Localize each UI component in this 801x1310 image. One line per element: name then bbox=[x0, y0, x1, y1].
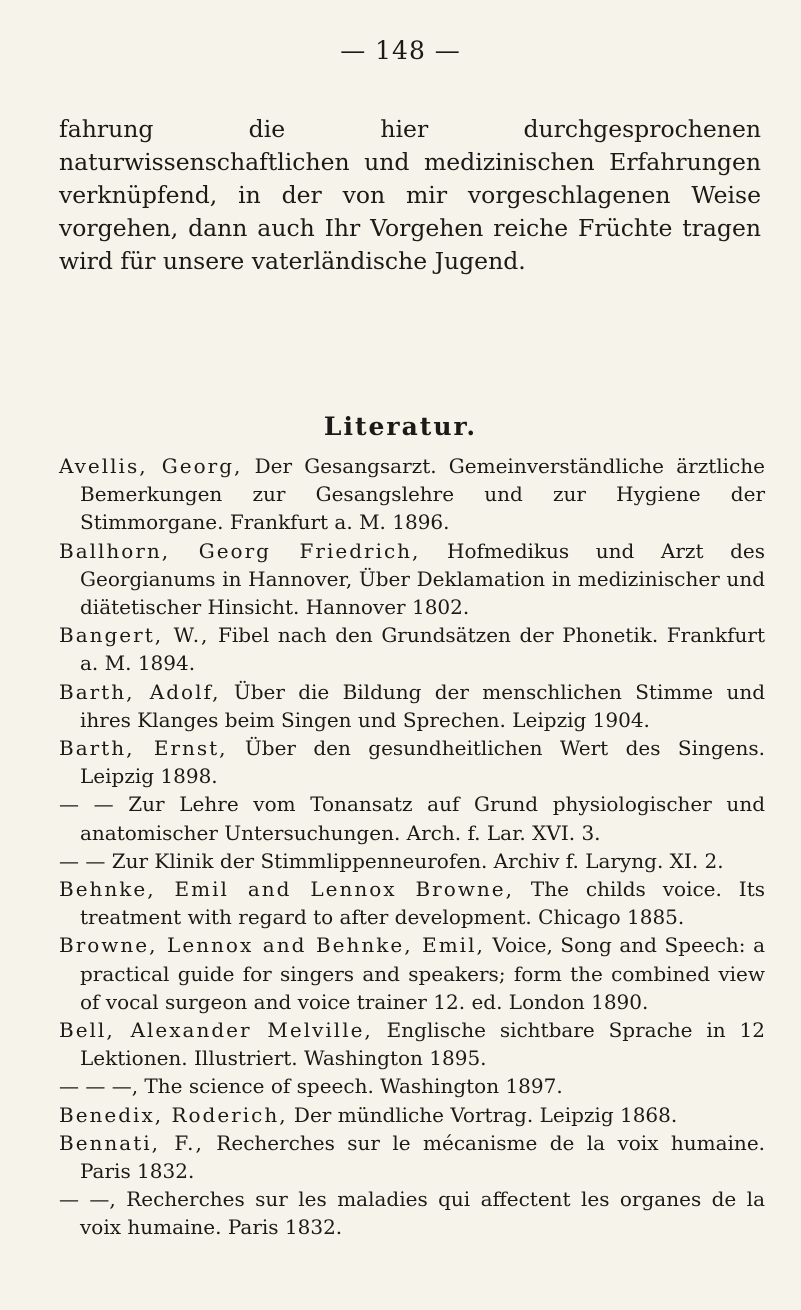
reference-entry bbox=[59, 1072, 765, 1100]
reference-list bbox=[59, 452, 765, 1242]
reference-author: Bennati, F., bbox=[59, 1130, 204, 1155]
reference-text: Recherches sur le mécanisme de la voix humaine. Paris 1832. bbox=[80, 1130, 766, 1184]
reference-author: Behnke, Emil and Lennox Browne, bbox=[59, 877, 514, 902]
reference-author: — — bbox=[59, 792, 114, 817]
reference-text: Der mündliche Vortrag. Leipzig 1868. bbox=[287, 1102, 678, 1127]
reference-entry bbox=[59, 621, 765, 677]
reference-author: Ballhorn, Georg Friedrich, bbox=[59, 538, 421, 563]
reference-text: Recherches sur les maladies qui affectent les organes de la voix humaine. Paris 1832. bbox=[80, 1187, 765, 1240]
reference-entry bbox=[59, 875, 765, 931]
reference-entry bbox=[59, 1101, 765, 1129]
reference-entry bbox=[59, 734, 765, 790]
reference-author: Bell, Alexander Melville, bbox=[59, 1018, 373, 1043]
reference-author: — —, bbox=[59, 1187, 116, 1212]
intro-paragraph: fahrung die hier durchgesprochenen naturwissenschaftlichen und medizinischen Erfahrungen verknüpfend, in der von mir vorgeschlagenen Weise vorgehen, dann auch Ihr Vorgehen reiche Früchte tragen wird für unsere vaterländische Jugend. bbox=[59, 115, 761, 275]
reference-author: Avellis, Georg, bbox=[59, 454, 243, 478]
reference-entry bbox=[59, 678, 765, 734]
reference-text: Fibel nach den Grundsätzen der Phonetik. Frankfurt a. M. 1894. bbox=[80, 623, 765, 676]
reference-entry bbox=[59, 790, 765, 846]
reference-author: Benedix, Roderich, bbox=[59, 1102, 288, 1127]
reference-text: Englische sichtbare Sprache in 12 Lektionen. Illustriert. Washington 1895. bbox=[80, 1018, 765, 1071]
reference-text: Zur Lehre vom Tonansatz auf Grund physiologischer und anatomischer Untersuchungen. Arch. f. Lar. XVI. 3. bbox=[80, 792, 765, 845]
reference-text: Der Gesangsarzt. Gemeinverständliche ärztliche Bemerkungen zur Gesangslehre und zur Hygiene der Stimmorgane. Frankfurt a. M. 1896. bbox=[80, 454, 765, 535]
reference-entry bbox=[59, 452, 765, 537]
reference-text: Über die Bildung der menschlichen Stimme und ihres Klanges beim Singen und Sprechen. Leipzig 1904. bbox=[80, 679, 766, 732]
page-number: — 148 — bbox=[340, 36, 461, 65]
reference-entry bbox=[59, 1185, 765, 1241]
reference-entry bbox=[59, 1129, 765, 1185]
reference-author: Barth, Adolf, bbox=[59, 679, 221, 704]
reference-text: The childs voice. Its treatment with regard to after development. Chicago 1885. bbox=[80, 877, 765, 930]
section-title: Literatur. bbox=[323, 412, 478, 441]
reference-text: The science of speech. Washington 1897. bbox=[138, 1074, 563, 1099]
reference-text: Zur Klinik der Stimmlippenneurofen. Archiv f. Laryng. XI. 2. bbox=[105, 848, 724, 873]
reference-entry bbox=[59, 931, 765, 1016]
reference-author: — — bbox=[59, 848, 106, 873]
reference-text: Hofmedikus und Arzt des Georgianums in Hannover, Über Deklamation in medizinischer und diätetischer Hinsicht. Hannover 1802. bbox=[80, 538, 766, 620]
reference-entry bbox=[59, 847, 765, 875]
reference-entry bbox=[59, 1016, 765, 1072]
reference-text: Voice, Song and Speech: a practical guide for singers and speakers; form the combined view of vocal surgeon and voice trainer 12. ed. London 1890. bbox=[80, 933, 765, 1014]
reference-author: — — —, bbox=[59, 1074, 139, 1099]
reference-text: Über den gesundheitlichen Wert des Singens. Leipzig 1898. bbox=[80, 736, 766, 789]
reference-author: Barth, Ernst, bbox=[59, 736, 228, 761]
reference-entry bbox=[59, 537, 765, 622]
reference-author: Bangert, W., bbox=[59, 623, 210, 648]
reference-author: Browne, Lennox and Behnke, Emil, bbox=[59, 933, 485, 958]
